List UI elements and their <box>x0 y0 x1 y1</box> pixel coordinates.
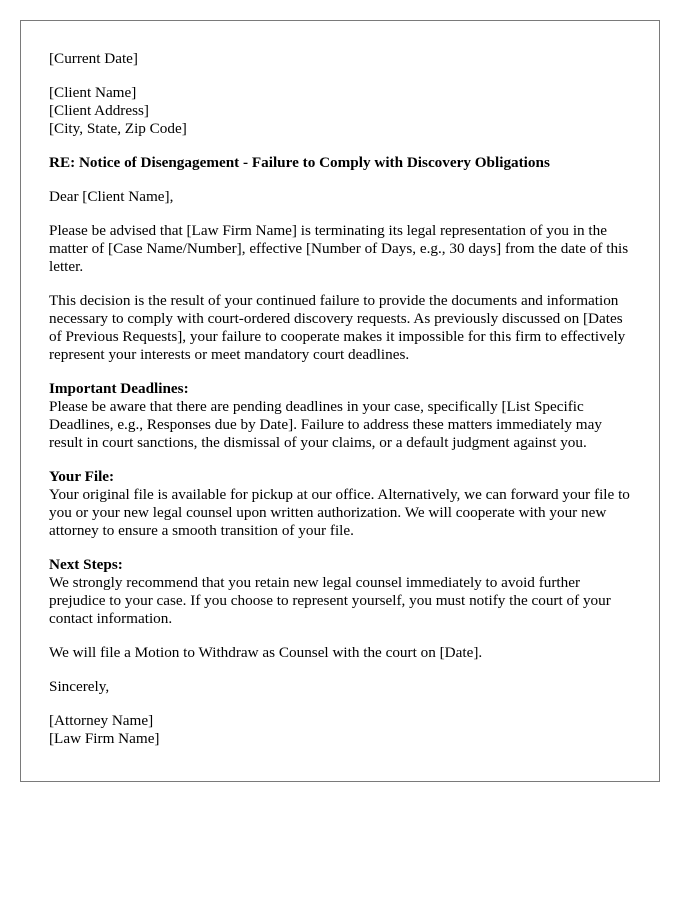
file-text: Your original file is available for pickup at our office. Alternatively, we can forward your file to you or your new legal counsel upon written authorization. We will cooperate with your new attorney to ensure a smooth transition of your file. <box>49 486 630 539</box>
deadlines-heading: Important Deadlines: <box>49 380 189 397</box>
deadlines-text: Please be aware that there are pending deadlines in your case, specifically [List Specific Deadlines, e.g., Responses due by Date]. Failure to address these matters immediately may result in court sanctions, the dismissal of your claims, or a default judgment against you. <box>49 398 602 451</box>
section-next-steps <box>49 556 631 628</box>
file-heading: Your File: <box>49 468 115 485</box>
attorney-name: [Attorney Name] <box>49 712 154 729</box>
law-firm-name: [Law Firm Name] <box>49 730 160 747</box>
current-date: [Current Date] <box>49 50 138 67</box>
section-file <box>49 468 631 540</box>
letter-page <box>20 20 660 782</box>
client-address-block <box>49 84 631 138</box>
next-steps-text: We strongly recommend that you retain new legal counsel immediately to avoid further prejudice to your case. If you choose to represent yourself, you must notify the court of your contact information. <box>49 574 611 627</box>
paragraph-reason: This decision is the result of your continued failure to provide the documents and information necessary to comply with court-ordered discovery requests. As previously discussed on [Dates of Previous Requests], your failure to cooperate makes it impossible for this firm to effectively represent your interests or meet mandatory court deadlines. <box>49 292 626 363</box>
subject-line: RE: Notice of Disengagement - Failure to Comply with Discovery Obligations <box>49 154 550 171</box>
signature-block <box>49 712 631 748</box>
letter-date <box>49 50 631 68</box>
next-steps-heading: Next Steps: <box>49 556 123 573</box>
salutation: Dear [Client Name], <box>49 188 174 205</box>
client-city-state-zip: [City, State, Zip Code] <box>49 120 187 137</box>
paragraph-termination: Please be advised that [Law Firm Name] is terminating its legal representation of you in the matter of [Case Name/Number], effective [Number of Days, e.g., 30 days] from the date of this letter. <box>49 222 629 275</box>
closing: Sincerely, <box>49 678 110 695</box>
client-address: [Client Address] <box>49 102 149 119</box>
motion-paragraph: We will file a Motion to Withdraw as Counsel with the court on [Date]. <box>49 644 483 661</box>
client-name: [Client Name] <box>49 84 137 101</box>
section-deadlines <box>49 380 631 452</box>
